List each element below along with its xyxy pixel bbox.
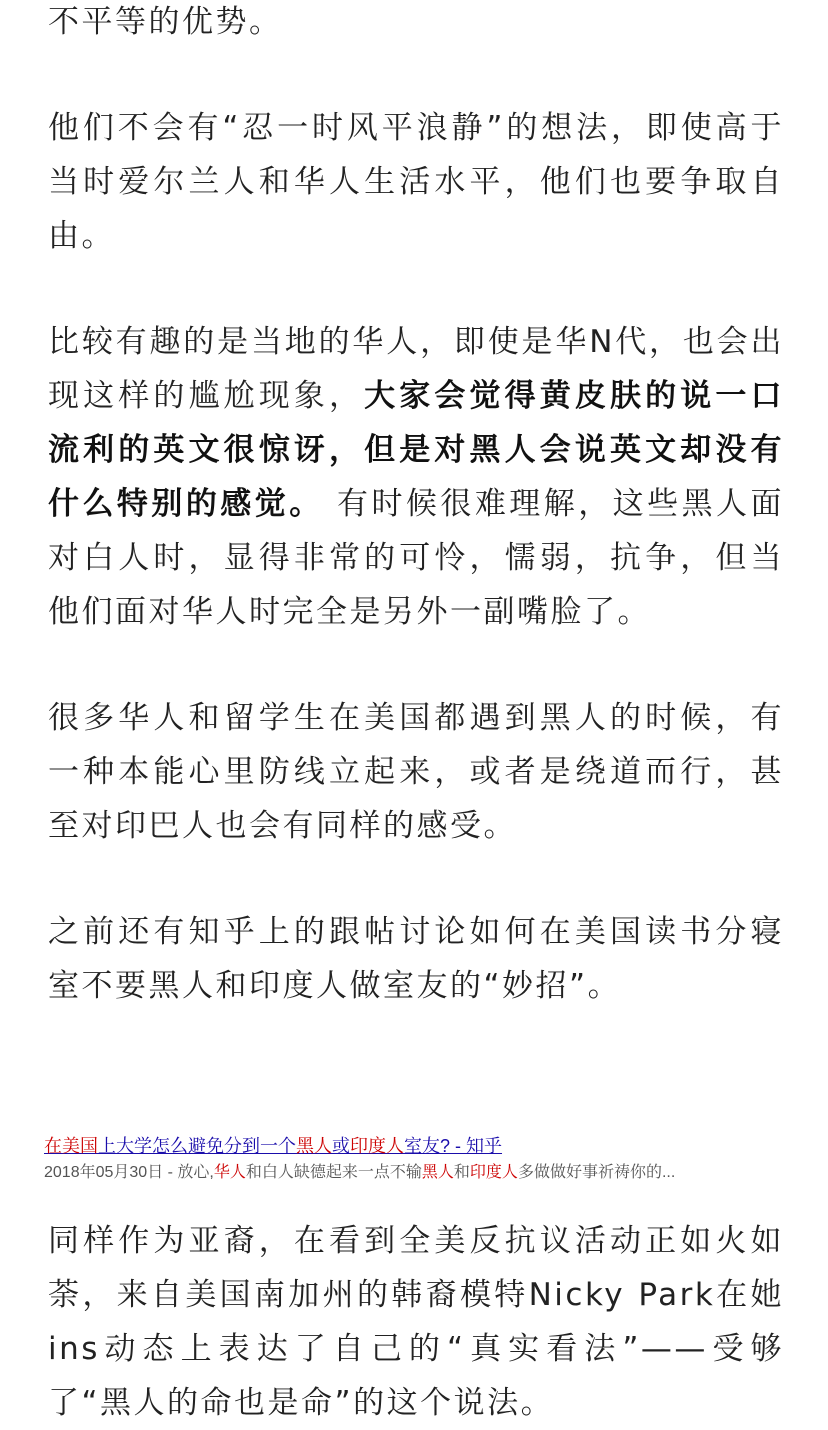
paragraph-3-text-end: 有时候很难理解，这些黑人面对白人时，显得非常的可怜，懦弱，抗争，但当他们面对华人时完全是另外一副嘴脸了。 [48, 486, 784, 630]
title-text: 或 [332, 1136, 350, 1156]
article-body [48, 0, 784, 1013]
paragraph-1: 不平等的优势。 [48, 4, 283, 40]
paragraph-6: 同样作为亚裔，在看到全美反抗议活动正如火如荼，来自美国南加州的韩裔模特Nicky Park在她ins动态上表达了自己的“真实看法”——受够了“黑人的命也是命”的这个说法。 [48, 1223, 784, 1421]
snippet-highlight: 黑人 [421, 1164, 454, 1181]
paragraph-3 [48, 315, 784, 639]
paragraph-4: 很多华人和留学生在美国都遇到黑人的时候，有一种本能心里防线立起来，或者是绕道而行，甚至对印巴人也会有同样的感受。 [48, 700, 784, 844]
paragraph-3-bold-text: 大家会觉得黄皮肤的说一口流利的英文很惊讶，但是对黑人会说英文却没有什么特别的感觉。 [48, 378, 784, 522]
search-result-snippet [44, 1162, 784, 1184]
snippet-text: 和 [453, 1164, 470, 1181]
search-result-title-link[interactable] [44, 1134, 784, 1158]
title-highlight: 在美国 [44, 1136, 98, 1156]
snippet-highlight: 华人 [213, 1164, 246, 1181]
paragraph-3-text-start: 比较有趣的是当地的华人，即使是华N代，也会出现这样的尴尬现象， [48, 324, 784, 414]
title-highlight: 黑人 [296, 1136, 332, 1156]
paragraph-5: 之前还有知乎上的跟帖讨论如何在美国读书分寝室不要黑人和印度人做室友的“妙招”。 [48, 914, 784, 1004]
paragraph-2: 他们不会有“忍一时风平浪静”的想法，即使高于当时爱尔兰人和华人生活水平，他们也要争取自由。 [48, 110, 784, 254]
snippet-text: 多做做好事祈祷你的... [517, 1164, 676, 1181]
title-text: 上大学怎么避免分到一个 [98, 1136, 296, 1156]
article-body-continued [48, 1214, 784, 1430]
snippet-text: 2018年05月30日 - 放心, [44, 1164, 214, 1181]
title-highlight: 印度人 [350, 1136, 404, 1156]
snippet-text: 和白人缺德起来一点不输 [245, 1164, 422, 1181]
snippet-highlight: 印度人 [469, 1164, 518, 1181]
title-text: 室友? - 知乎 [404, 1136, 503, 1156]
search-result-screenshot [44, 1134, 784, 1184]
